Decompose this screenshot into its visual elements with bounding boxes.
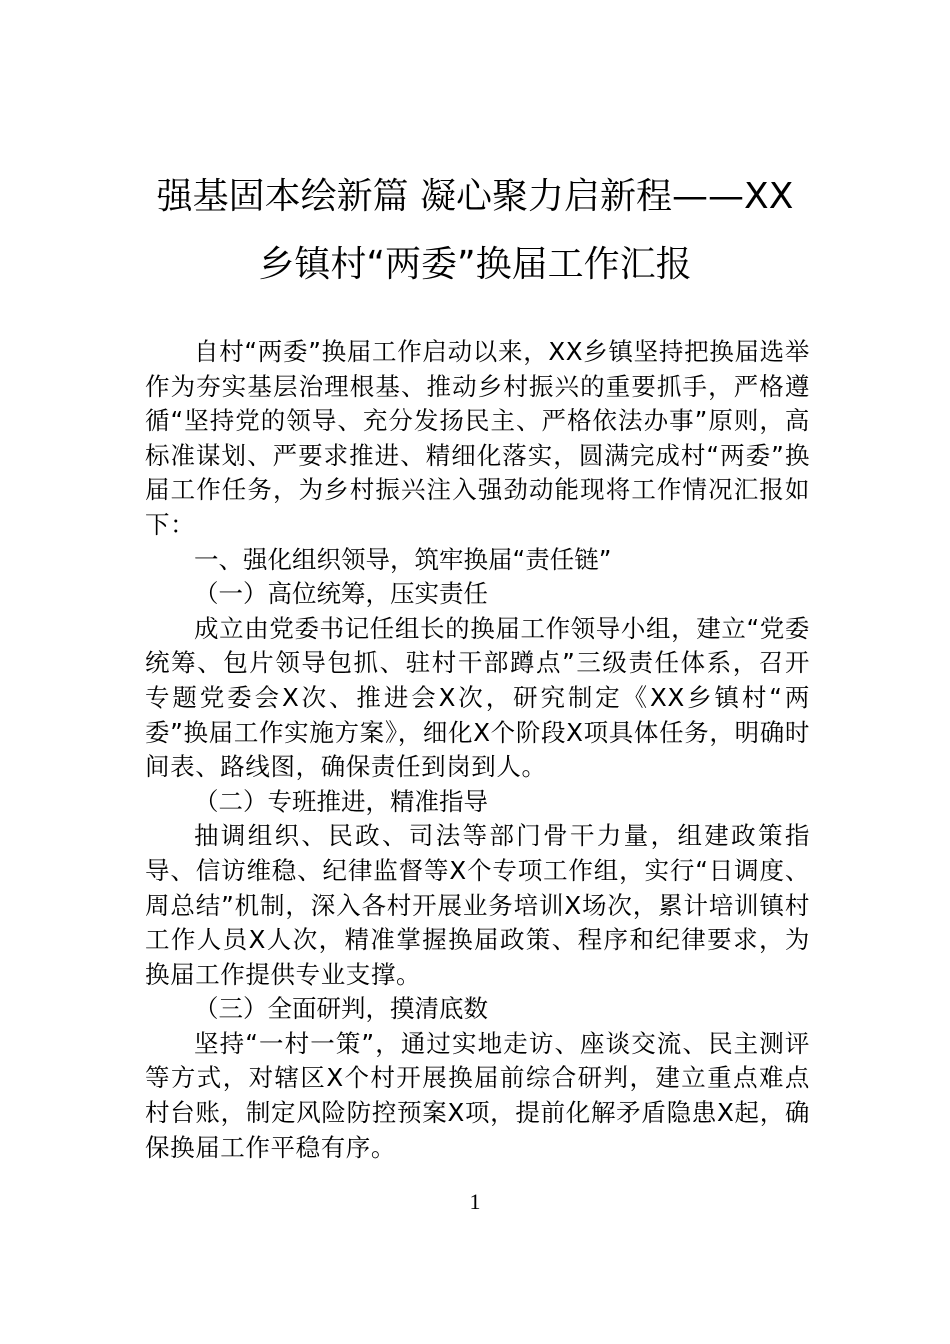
subsection-2-heading: （二）专班推进，精准指导: [194, 786, 488, 816]
subsection-3-heading: （三）全面研判，摸清底数: [194, 994, 488, 1024]
intro-paragraph: 自村“两委”换届工作启动以来，XX乡镇坚持把换届选举作为夯实基层治理根基、推动乡村振兴的重要抓手，严格遵循“坚持党的领导、充分发扬民主、严格依法办事”原则，高标准谋划、严要求推进、精细化落实，圆满完成村“两委”换届工作任务，为乡村振兴注入强劲动能现将工作情况汇报如下：: [145, 337, 810, 539]
title-line-2: 乡镇村“两委”换届工作汇报: [258, 244, 692, 285]
page-number: 1: [469, 1189, 481, 1214]
subsection-1-body: 成立由党委书记任组长的换届工作领导小组，建立“党委统筹、包片领导包抓、驻村干部蹲点”三级责任体系，召开专题党委会X次、推进会X次，研究制定《XX乡镇村“两委”换届工作实施方案》，细化X个阶段X项具体任务，明确时间表、路线图，确保责任到岗到人。: [145, 613, 810, 782]
title-line-1: 强基固本绘新篇 凝心聚力启新程——XX: [156, 176, 794, 217]
document-body: [145, 335, 810, 1165]
subsection-3-body: 坚持“一村一策”，通过实地走访、座谈交流、民主测评等方式，对辖区X个村开展换届前综合研判，建立重点难点村台账，制定风险防控预案X项，提前化解矛盾隐患X起，确保换届工作平稳有序。: [145, 1028, 810, 1162]
section-1-heading: 一、强化组织领导，筑牢换届“责任链”: [194, 544, 612, 574]
subsection-2-body: 抽调组织、民政、司法等部门骨干力量，组建政策指导、信访维稳、纪律监督等X个专项工作组，实行“日调度、周总结”机制，深入各村开展业务培训X场次，累计培训镇村工作人员X人次，精准掌握换届政策、程序和纪律要求，为换届工作提供专业支撑。: [145, 821, 810, 989]
subsection-1-heading: （一）高位统筹，压实责任: [194, 579, 488, 609]
